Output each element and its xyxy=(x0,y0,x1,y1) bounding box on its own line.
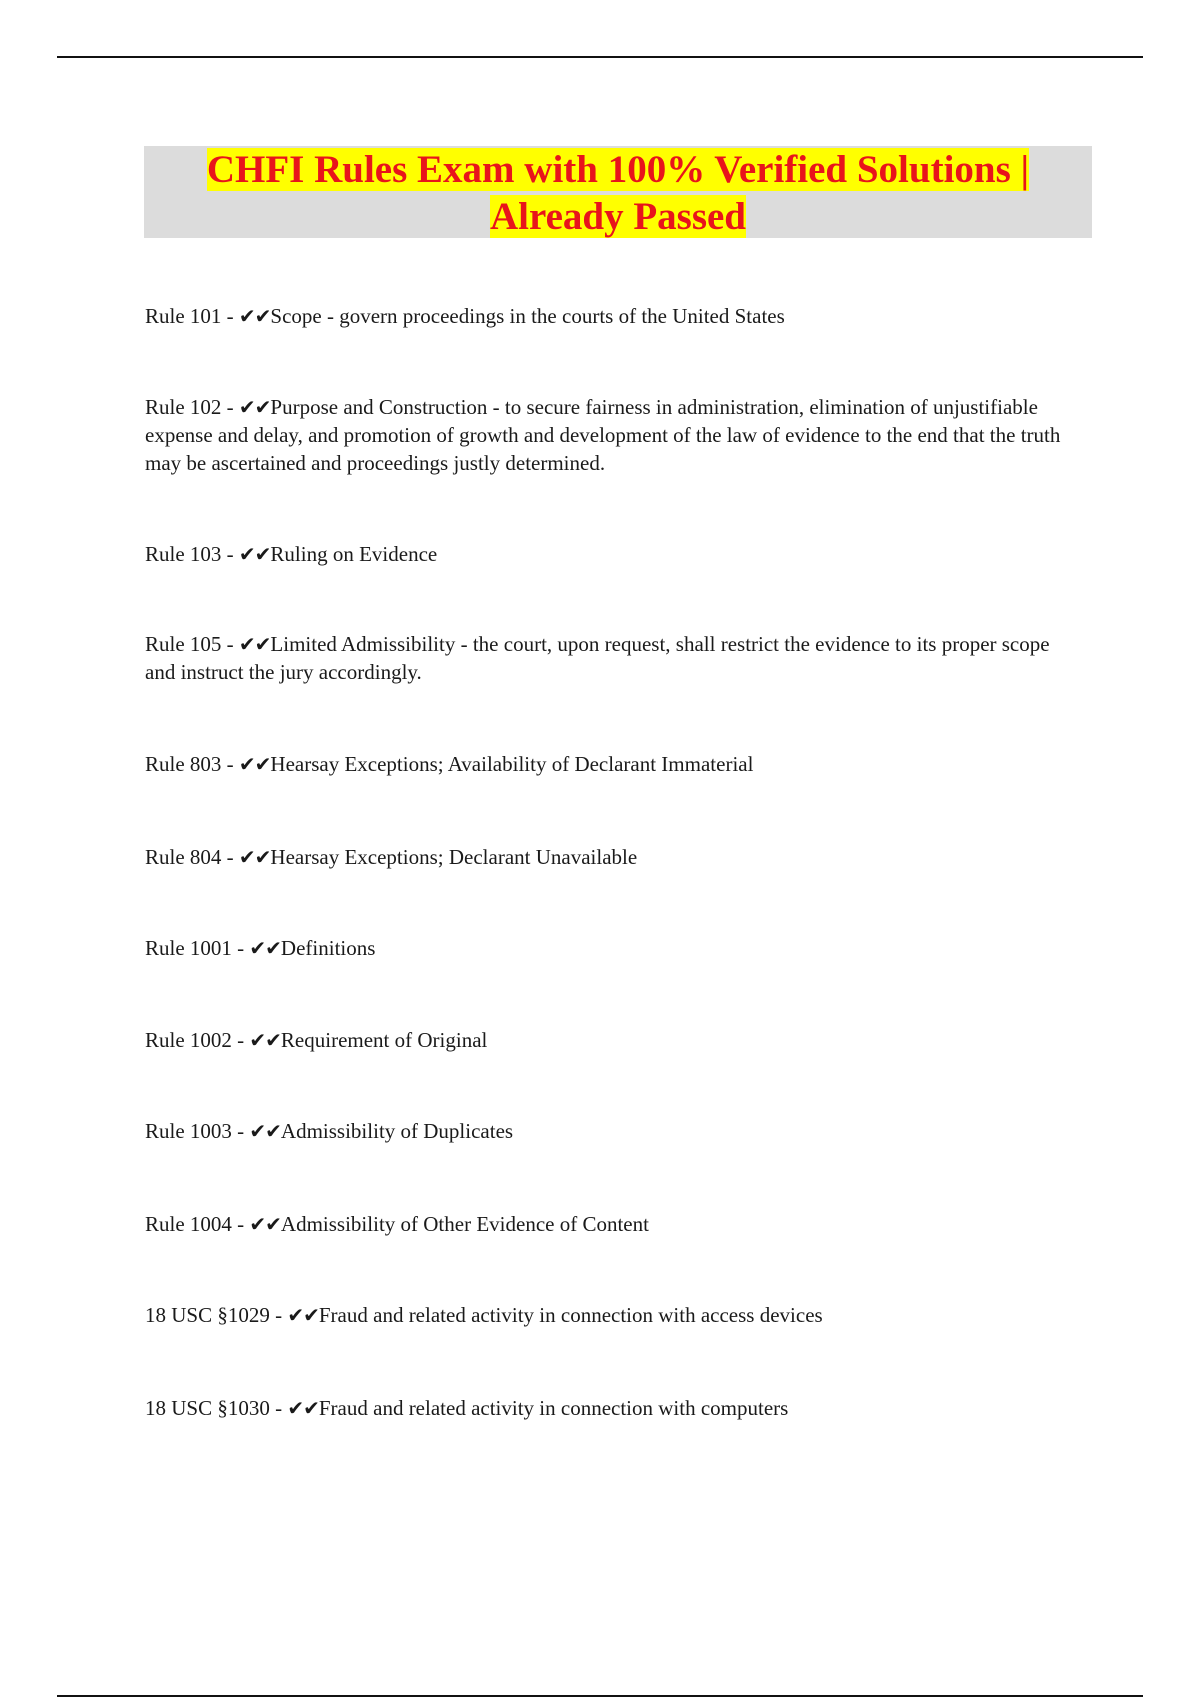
header-rule xyxy=(57,56,1143,58)
entry-term: 18 USC §1029 - xyxy=(145,1303,288,1327)
list-item xyxy=(145,302,1085,330)
double-check-icon: ✔✔ xyxy=(238,752,271,776)
entry-answer: Limited Admissibility - the court, upon request, shall restrict the evidence to its proper scope and instruct the jury accordingly. xyxy=(145,632,1050,684)
list-item xyxy=(145,1117,1085,1145)
double-check-icon: ✔✔ xyxy=(249,936,281,960)
entry-answer: Hearsay Exceptions; Availability of Declarant Immaterial xyxy=(270,752,754,776)
entry-term: 18 USC §1030 - xyxy=(145,1396,288,1420)
entry-answer: Fraud and related activity in connection with computers xyxy=(318,1396,789,1420)
title-line-1: CHFI Rules Exam with 100% Verified Solutions | xyxy=(206,148,1030,191)
entry-answer: Hearsay Exceptions; Declarant Unavailable xyxy=(270,845,638,869)
entry-term: Rule 105 - xyxy=(145,632,239,656)
double-check-icon: ✔✔ xyxy=(238,542,271,566)
double-check-icon: ✔✔ xyxy=(249,1212,281,1236)
entry-term: Rule 101 - xyxy=(145,304,239,328)
double-check-icon: ✔✔ xyxy=(287,1396,319,1420)
double-check-icon: ✔✔ xyxy=(238,304,271,328)
list-item xyxy=(145,1394,1085,1422)
double-check-icon: ✔✔ xyxy=(238,395,271,419)
title-line-2: Already Passed xyxy=(489,195,747,238)
page-title xyxy=(144,146,1092,240)
entry-answer: Scope - govern proceedings in the courts of the United States xyxy=(270,304,785,328)
entry-term: Rule 1002 - xyxy=(145,1028,250,1052)
footer-rule xyxy=(57,1695,1143,1697)
entry-answer: Admissibility of Other Evidence of Content xyxy=(280,1212,649,1236)
list-item xyxy=(145,540,1085,568)
entry-term: Rule 1004 - xyxy=(145,1212,250,1236)
entry-term: Rule 1003 - xyxy=(145,1119,250,1143)
list-item xyxy=(145,1301,1085,1329)
double-check-icon: ✔✔ xyxy=(238,845,271,869)
list-item xyxy=(145,1210,1085,1238)
entry-term: Rule 804 - xyxy=(145,845,239,869)
title-banner xyxy=(144,146,1092,238)
list-item xyxy=(145,1026,1085,1054)
entry-answer: Purpose and Construction - to secure fairness in administration, elimination of unjustifiable expense and delay, and promotion of growth and development of the law of evidence to the end that the truth may be ascertained and proceedings justly determined. xyxy=(145,395,1061,475)
double-check-icon: ✔✔ xyxy=(238,632,271,656)
entry-answer: Ruling on Evidence xyxy=(270,542,438,566)
entry-answer: Fraud and related activity in connection with access devices xyxy=(318,1303,823,1327)
list-item xyxy=(145,934,1085,962)
entry-answer: Requirement of Original xyxy=(280,1028,488,1052)
entry-term: Rule 803 - xyxy=(145,752,239,776)
list-item xyxy=(145,750,1085,778)
double-check-icon: ✔✔ xyxy=(249,1119,281,1143)
double-check-icon: ✔✔ xyxy=(287,1303,319,1327)
entry-answer: Admissibility of Duplicates xyxy=(280,1119,514,1143)
list-item xyxy=(145,393,1085,477)
list-item xyxy=(145,843,1085,871)
double-check-icon: ✔✔ xyxy=(249,1028,281,1052)
entry-term: Rule 103 - xyxy=(145,542,239,566)
entry-term: Rule 102 - xyxy=(145,395,239,419)
entry-answer: Definitions xyxy=(280,936,376,960)
entry-term: Rule 1001 - xyxy=(145,936,250,960)
list-item xyxy=(145,630,1085,686)
